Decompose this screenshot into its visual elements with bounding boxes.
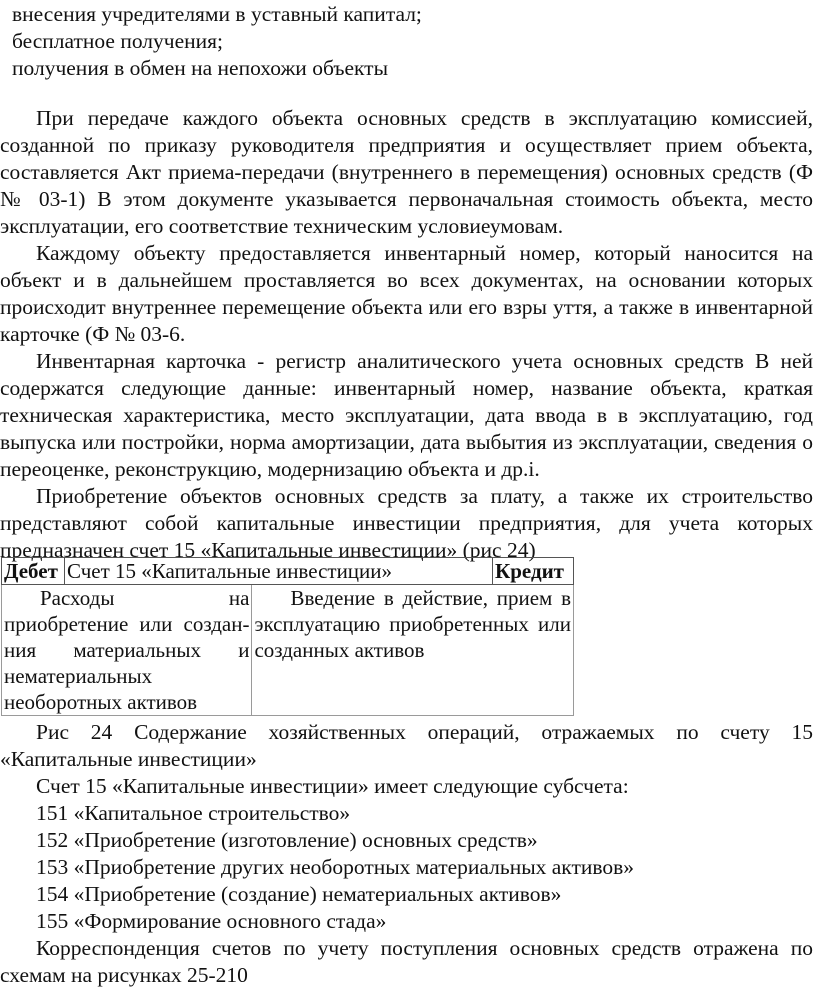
subaccount-153: 153 «Приобретение других необоротных материальных активов» bbox=[36, 855, 635, 879]
figure-caption: Рис 24 Содержание хозяйственных операций, отражаемых по счету 15 «Капитальные инвестиции» bbox=[0, 720, 813, 771]
paragraph-1: При передаче каждого объекта основных средств в эксплуатацию комиссией, созданной по приказу руководителя предприятия и осуществляет прием объекта, составляется Акт приема-передачи (внутреннего в перемещения) основных средств (Ф № 03-1) В этом документе указывается первоначальная стоимость объекта, место эксплуатации, его соответствие техническим условиеумовам. bbox=[0, 106, 813, 238]
debit-cell-text: Расходы на приобретение или создан- ния материальных и нематериальных необоротных активов bbox=[4, 586, 250, 714]
lower-text bbox=[0, 719, 813, 989]
intro-line-3: получения в обмен на непохожи объекты bbox=[12, 56, 389, 80]
account-name: Счет 15 «Капитальные инвестиции» bbox=[65, 558, 493, 585]
subaccounts-intro: Счет 15 «Капитальные инвестиции» имеет следующие субсчета: bbox=[36, 774, 629, 798]
subaccount-152: 152 «Приобретение (изготовление) основных средств» bbox=[36, 828, 538, 852]
debit-cell bbox=[2, 585, 252, 716]
closing-paragraph: Корреспонденция счетов по учету поступления основных средств отражена по схемам на рисунках 25-210 bbox=[0, 936, 813, 987]
credit-cell-text: Введение в действие, прием в эксплуатацию приобретенных или созданных активов bbox=[254, 586, 571, 662]
account-t-table bbox=[1, 557, 574, 716]
table-body-row bbox=[2, 585, 574, 716]
paragraph-3: Инвентарная карточка - регистр аналитического учета основных средств В ней содержатся следующие данные: инвентарный номер, название объекта, краткая техническая характеристика, место эксплуатации, дата ввода в в эксплуатацию, год выпуска или постройки, норма амортизации, дата выбытия из эксплуатации, сведения о переоценке, реконструкцию, модернизацию объекта и др.і. bbox=[0, 349, 813, 481]
debit-label: Дебет bbox=[2, 558, 65, 585]
credit-label: Кредит bbox=[493, 558, 574, 585]
table-header-row bbox=[2, 558, 574, 585]
intro-line-1: внесения учредителями в уставный капитал; bbox=[12, 2, 422, 26]
paragraph-4: Приобретение объектов основных средств за плату, а также их строительство представляют собой капитальные инвестиции предприятия, для учета которых предназначен счет 15 «Капитальные инвестиции» (рис 24) bbox=[0, 484, 813, 562]
subaccount-154: 154 «Приобретение (создание) нематериальных активов» bbox=[36, 882, 562, 906]
body-text bbox=[0, 105, 813, 564]
intro-line-2: бесплатное получения; bbox=[12, 29, 224, 53]
subaccount-151: 151 «Капитальное строительство» bbox=[36, 801, 351, 825]
credit-cell bbox=[252, 585, 574, 716]
paragraph-2: Каждому объекту предоставляется инвентарный номер, который наносится на объект и в дальнейшем проставляется во всех документах, на основании которых происходит внутреннее перемещение объекта или его взры уття, а также в инвентарной карточке (Ф № 03-6. bbox=[0, 241, 813, 346]
subaccount-155: 155 «Формирование основного стада» bbox=[36, 909, 387, 933]
